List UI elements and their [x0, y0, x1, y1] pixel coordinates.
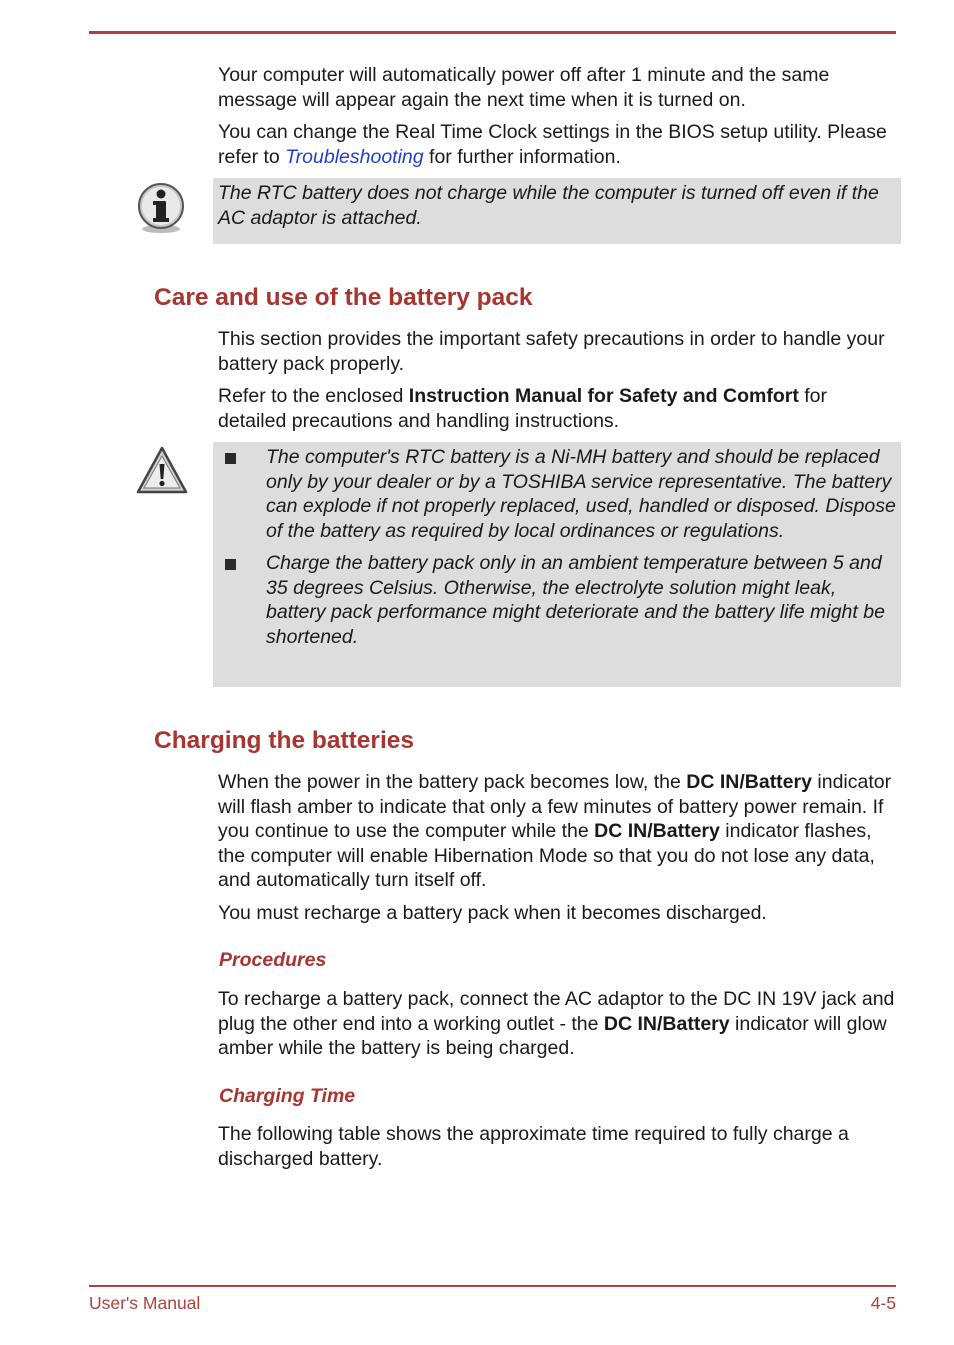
header-rule — [89, 31, 896, 34]
troubleshooting-link[interactable]: Troubleshooting — [285, 145, 424, 168]
charging-text — [218, 770, 898, 925]
warning-bullet-2: Charge the battery pack only in an ambient temperature between 5 and 35 degrees Celsius. Otherwise, the electrolyte solution might leak, battery pack performance might deteriorate and the battery life might be shortened. — [218, 551, 897, 649]
charging-paragraph-2: You must recharge a battery pack when it becomes discharged. — [218, 901, 767, 924]
info-note-text: The RTC battery does not charge while the computer is turned off even if the AC adaptor is attached. — [218, 182, 879, 229]
bullet-square-icon — [225, 559, 236, 570]
care-text — [218, 327, 898, 433]
intro-paragraph-1: Your computer will automatically power off after 1 minute and the same message will appear again the next time when it is turned on. — [218, 64, 830, 111]
intro-paragraph-2: You can change the Real Time Clock settings in the BIOS setup utility. Please refer to Troubleshooting for further information. — [218, 121, 887, 168]
heading-procedures: Procedures — [219, 949, 327, 971]
warning-bullet-1: The computer's RTC battery is a Ni-MH battery and should be replaced only by your dealer or by a TOSHIBA service representative. The battery can explode if not properly replaced, used, handled or disposed. Dispose of the battery as required by local ordinances or regulations. — [218, 445, 897, 543]
procedures-paragraph: To recharge a battery pack, connect the AC adaptor to the DC IN 19V jack and plug the other end into a working outlet - the DC IN/Battery indicator will glow amber while the battery is being charged. — [218, 988, 895, 1059]
care-paragraph-2: Refer to the enclosed Instruction Manual for Safety and Comfort for detailed precautions and handling instructions. — [218, 385, 828, 432]
heading-charging-time: Charging Time — [219, 1085, 356, 1107]
heading-charging-batteries: Charging the batteries — [154, 727, 415, 754]
intro-text — [218, 63, 898, 169]
care-paragraph-1: This section provides the important safety precautions in order to handle your battery pack properly. — [218, 328, 885, 375]
page-number: 4-5 — [870, 1293, 896, 1313]
charging-time-text — [218, 1122, 898, 1171]
footer-rule — [89, 1285, 896, 1287]
procedures-text — [218, 987, 898, 1061]
info-icon — [136, 180, 186, 239]
warning-icon — [136, 445, 188, 502]
charging-time-paragraph: The following table shows the approximate time required to fully charge a discharged battery. — [218, 1123, 849, 1170]
heading-care-battery: Care and use of the battery pack — [154, 284, 533, 311]
info-note — [213, 178, 901, 244]
bullet-square-icon — [225, 453, 236, 464]
footer-title: User's Manual — [89, 1293, 201, 1313]
warning-note — [213, 442, 901, 687]
charging-paragraph-1: When the power in the battery pack becomes low, the DC IN/Battery indicator will flash amber to indicate that only a few minutes of battery power remain. If you continue to use the computer while the DC IN/Battery indicator flashes, the computer will enable Hibernation Mode so that you do not lose any data, and automatically turn itself off. — [218, 771, 892, 891]
